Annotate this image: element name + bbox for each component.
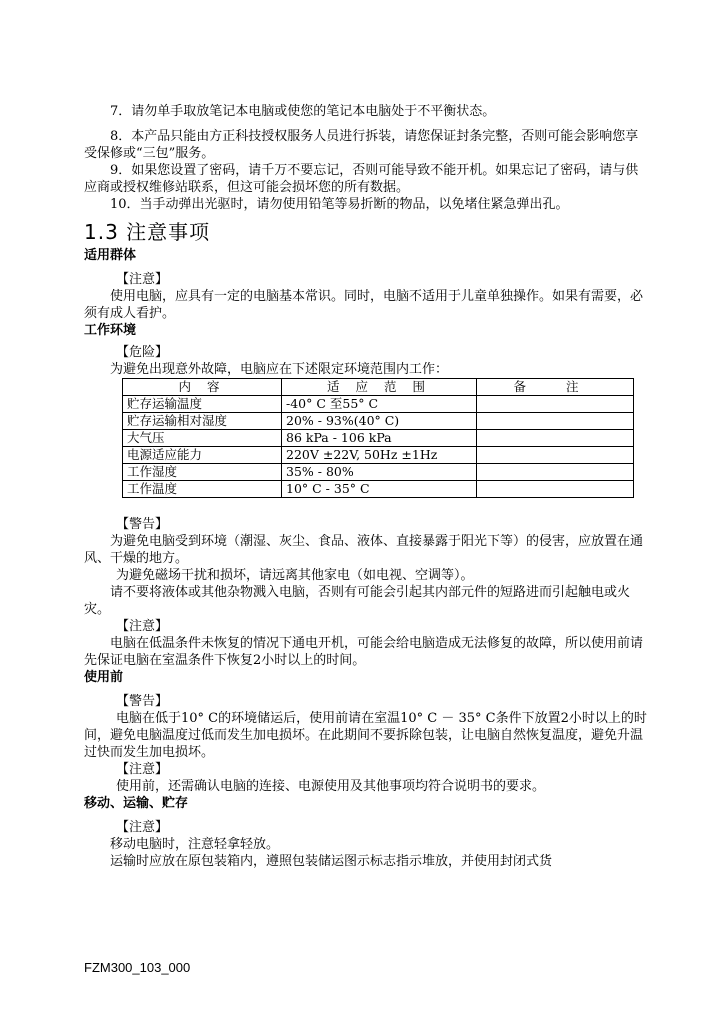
table-row: [123, 430, 634, 447]
note-label: 【注意】: [116, 820, 169, 835]
heading-before-use: 使用前: [84, 670, 124, 685]
target-group-text: 使用电脑，应具有一定的电脑基本常识。同时，电脑不适用于儿童单独操作。如果有需要，必须有成人看护。: [84, 289, 644, 321]
table-row: [123, 464, 634, 481]
warning-text-3: 请不要将液体或其他杂物溅入电脑，否则有可能会引起其内部元件的短路进而引起触电或火灾。: [84, 585, 631, 617]
table-cell: 贮存运输相对湿度: [123, 413, 282, 430]
note-text: 电脑在低温条件未恢复的情况下通电开机，可能会给电脑造成无法修复的故障，所以使用前请先保证电脑在室温条件下恢复2小时以上的时间。: [84, 636, 644, 668]
before-use-warning-text: 电脑在低于10° C的环境储运后，使用前请在室温10° C － 35° C条件下放置2小时以上的时间，避免电脑温度过低而发生加电损坏。在此期间不要拆除包装，让电脑自然恢复温度，避免升温过快而发生加电损坏。: [84, 711, 647, 760]
table-cell: [477, 430, 634, 447]
table-cell: 86 kPa - 106 kPa: [282, 430, 477, 447]
note-label: 【注意】: [116, 272, 169, 287]
list-item-8: 8．本产品只能由方正科技授权服务人员进行拆装，请您保证封条完整，否则可能会影响您享受保修或“三包”服务。: [84, 129, 639, 161]
table-cell: 35% - 80%: [282, 464, 477, 481]
section-title: 1.3 注意事项: [84, 220, 211, 244]
danger-text: 为避免出现意外故障，电脑应在下述限定环境范围内工作：: [110, 362, 449, 377]
warning-text-2: 为避免磁场干扰和损坏，请远离其他家电（如电视、空调等）。: [116, 568, 474, 583]
warning-label: 【警告】: [116, 694, 169, 709]
table-cell: 工作湿度: [123, 464, 282, 481]
table-cell: [477, 447, 634, 464]
footer-code: FZM300_103_000: [84, 960, 191, 975]
table-row: [123, 413, 634, 430]
note-label: 【注意】: [116, 619, 169, 634]
table-cell: -40° C 至55° C: [282, 396, 477, 413]
table-cell: [477, 464, 634, 481]
list-item-10: 10．当手动弹出光驱时，请勿使用铅笔等易折断的物品，以免堵住紧急弹出孔。: [110, 197, 569, 212]
transport-text-2: 运输时应放在原包装箱内，遵照包装储运图示标志指示堆放，并使用封闭式货: [110, 854, 553, 869]
list-item-9: 9．如果您设置了密码，请千万不要忘记，否则可能导致不能开机。如果忘记了密码，请与供应商或授权维修站联系，但这可能会损坏您的所有数据。: [84, 163, 639, 195]
table-header: 内 容: [123, 379, 282, 396]
heading-transport: 移动、运输、贮存: [84, 796, 189, 811]
table-header: 备 注: [477, 379, 634, 396]
table-cell: 贮存运输温度: [123, 396, 282, 413]
table-cell: [477, 396, 634, 413]
table-row: [123, 396, 634, 413]
table-cell: 大气压: [123, 430, 282, 447]
table-cell: [477, 413, 634, 430]
table-row: [123, 447, 634, 464]
note-label: 【注意】: [116, 762, 169, 777]
table-cell: 工作温度: [123, 481, 282, 498]
environment-table: [122, 378, 634, 498]
warning-text-1: 为避免电脑受到环境（潮湿、灰尘、食品、液体、直接暴露于阳光下等）的侵害，应放置在通风、干燥的地方。: [84, 534, 644, 566]
warning-label: 【警告】: [116, 517, 169, 532]
table-cell: 电源适应能力: [123, 447, 282, 464]
danger-label: 【危险】: [116, 345, 169, 360]
heading-environment: 工作环境: [84, 323, 137, 338]
table-cell: 10° C - 35° C: [282, 481, 477, 498]
table-cell: 20% - 93%(40° C): [282, 413, 477, 430]
table-header: 适 应 范 围: [282, 379, 477, 396]
table-cell: [477, 481, 634, 498]
heading-target-group: 适用群体: [84, 248, 137, 263]
table-row: [123, 481, 634, 498]
table-cell: 220V ±22V, 50Hz ±1Hz: [282, 447, 477, 464]
transport-text-1: 移动电脑时，注意轻拿轻放。: [110, 837, 280, 852]
before-use-note-text: 使用前，还需确认电脑的连接、电源使用及其他事项均符合说明书的要求。: [116, 779, 546, 794]
document-page: [84, 0, 650, 870]
list-item-7: 7．请勿单手取放笔记本电脑或使您的笔记本电脑处于不平衡状态。: [110, 104, 496, 119]
